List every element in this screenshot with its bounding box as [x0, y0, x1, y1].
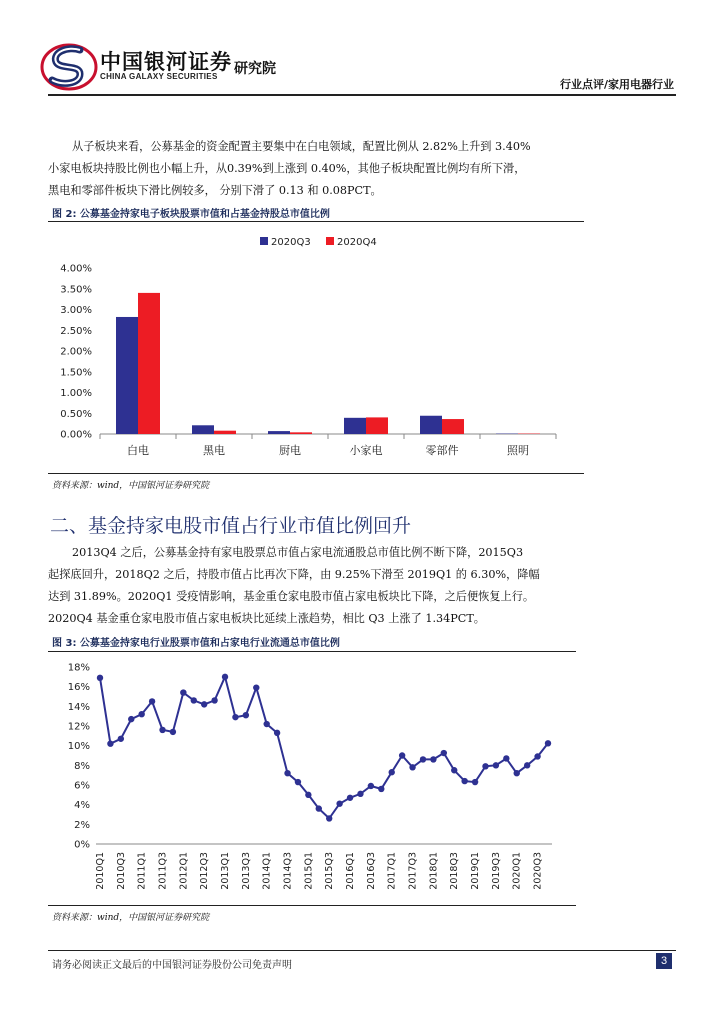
- x-tick-label: 2013Q3: [240, 852, 252, 890]
- data-point: [357, 791, 363, 797]
- x-tick-label: 2015Q1: [303, 852, 315, 890]
- bar: [192, 425, 214, 434]
- bar: [138, 293, 160, 434]
- x-tick-label: 2018Q1: [428, 852, 440, 890]
- x-tick-label: 2016Q3: [365, 852, 377, 890]
- data-point: [347, 795, 353, 801]
- x-tick-label: 2011Q1: [136, 852, 148, 890]
- data-point: [284, 770, 290, 776]
- data-point: [191, 697, 197, 703]
- header-rule: [48, 94, 676, 96]
- logo-english-name: CHINA GALAXY SECURITIES: [100, 72, 218, 81]
- figure-2-top-rule: [48, 221, 584, 222]
- x-tick-label: 2013Q1: [220, 852, 232, 890]
- data-point: [97, 675, 103, 681]
- logo-chinese-name: 中国银河证券: [100, 50, 232, 74]
- footer-disclaimer: 请务必阅读正文最后的中国银河证券股份公司免责声明: [52, 960, 292, 971]
- x-tick-label: 2016Q1: [345, 852, 357, 890]
- y-tick-label: 18%: [67, 662, 90, 674]
- data-point: [420, 756, 426, 762]
- data-point: [159, 727, 165, 733]
- x-tick-label: 照明: [507, 444, 529, 457]
- data-point: [243, 712, 249, 718]
- data-point: [149, 698, 155, 704]
- data-point: [368, 783, 374, 789]
- data-point: [138, 711, 144, 717]
- x-tick-label: 2017Q1: [386, 852, 398, 890]
- y-tick-label: 16%: [67, 682, 90, 694]
- figure-3-top-rule: [48, 651, 576, 652]
- paragraph-2: [48, 542, 678, 630]
- data-point: [482, 763, 488, 769]
- data-point: [118, 736, 124, 742]
- bar: [420, 416, 442, 434]
- page-number: 3: [656, 953, 672, 969]
- data-point: [232, 714, 238, 720]
- data-point: [409, 764, 415, 770]
- data-point: [493, 762, 499, 768]
- y-tick-label: 1.00%: [60, 388, 92, 399]
- y-tick-label: 3.00%: [60, 305, 92, 316]
- legend-label: 2020Q3: [271, 237, 311, 248]
- figure-2-bottom-rule: [48, 473, 584, 474]
- x-tick-label: 白电: [127, 444, 149, 457]
- y-tick-label: 0.50%: [60, 408, 92, 420]
- x-tick-label: 2012Q1: [178, 852, 190, 890]
- line-chart: [48, 653, 576, 905]
- x-tick-label: 2011Q3: [157, 852, 169, 890]
- bar: [366, 417, 388, 434]
- data-point: [545, 740, 551, 746]
- paragraph-2-line: 达到 31.89%。2020Q1 受疫情影响，基金重仓家电股市值占家电板块比下降，之后便恢复上行。: [48, 590, 535, 603]
- data-point: [316, 805, 322, 811]
- data-point: [222, 674, 228, 680]
- paragraph-1-line: 从子板块来看，公募基金的资金配置主要集中在白电领域，配置比例从 2.82%上升到 3.40%: [72, 140, 531, 153]
- x-tick-label: 2020Q1: [511, 852, 523, 890]
- y-tick-label: 2.50%: [60, 325, 92, 337]
- data-point: [274, 730, 280, 736]
- figure-2-title: 图 2: 公募基金持家电子板块股票市值和占基金持股总市值比例: [52, 209, 330, 220]
- x-tick-label: 2010Q3: [115, 852, 127, 890]
- data-point: [389, 769, 395, 775]
- y-tick-label: 2%: [74, 819, 90, 831]
- data-point: [253, 684, 259, 690]
- data-point: [461, 778, 467, 784]
- data-point: [295, 779, 301, 785]
- data-point: [514, 770, 520, 776]
- bar: [268, 431, 290, 434]
- x-tick-label: 2014Q3: [282, 852, 294, 890]
- data-point: [326, 815, 332, 821]
- bar: [442, 419, 464, 434]
- figure-3-bottom-rule: [48, 905, 576, 906]
- paragraph-1-line: 黑电和零部件板块下滑比例较多， 分别下滑了 0.13 和 0.08PCT。: [48, 184, 382, 197]
- section-heading: 二、基金持家电股市值占行业市值比例回升: [50, 515, 412, 537]
- header-category: 行业点评/家用电器行业: [559, 78, 674, 91]
- series-line: [100, 677, 548, 819]
- x-tick-label: 小家电: [349, 444, 383, 457]
- x-tick-label: 2019Q3: [490, 852, 502, 890]
- x-tick-label: 2019Q1: [470, 852, 482, 890]
- data-point: [441, 750, 447, 756]
- data-point: [399, 752, 405, 758]
- y-tick-label: 2.00%: [60, 346, 92, 358]
- x-tick-label: 黑电: [203, 444, 225, 457]
- y-tick-label: 4%: [74, 800, 90, 812]
- x-tick-label: 零部件: [425, 444, 459, 457]
- x-tick-label: 2018Q3: [449, 852, 461, 890]
- data-point: [378, 786, 384, 792]
- figure-3-title: 图 3: 公募基金持家电行业股票市值和占家电行业流通总市值比例: [52, 638, 340, 649]
- bar: [290, 432, 312, 434]
- y-tick-label: 0%: [74, 839, 90, 851]
- data-point: [430, 756, 436, 762]
- data-point: [211, 697, 217, 703]
- x-tick-label: 2010Q1: [95, 852, 106, 890]
- bar-chart: [48, 224, 584, 472]
- y-tick-label: 10%: [67, 741, 90, 753]
- x-tick-label: 2015Q3: [324, 852, 336, 890]
- paragraph-2-line: 2020Q4 基金重仓家电股市值占家电板块比延续上涨趋势，相比 Q3 上涨了 1.34PCT。: [48, 612, 485, 625]
- y-tick-label: 4.00%: [60, 263, 92, 275]
- x-tick-label: 2012Q3: [199, 852, 211, 890]
- x-tick-label: 厨电: [279, 444, 301, 457]
- x-tick-label: 2020Q3: [532, 852, 544, 890]
- y-tick-label: 12%: [67, 721, 90, 733]
- data-point: [107, 741, 113, 747]
- bar: [116, 317, 138, 434]
- data-point: [503, 755, 509, 761]
- data-point: [263, 721, 269, 727]
- data-point: [336, 800, 342, 806]
- data-point: [305, 792, 311, 798]
- legend-label: 2020Q4: [337, 237, 377, 248]
- data-point: [180, 689, 186, 695]
- y-tick-label: 1.50%: [60, 367, 92, 379]
- y-tick-label: 14%: [67, 701, 90, 713]
- figure-3-source: 资料来源：wind，中国银河证券研究院: [52, 913, 210, 923]
- paragraph-1: [48, 136, 678, 202]
- footer-rule: [48, 950, 676, 951]
- x-tick-label: 2014Q1: [261, 852, 273, 890]
- y-tick-label: 0.00%: [60, 429, 92, 441]
- legend-swatch: [326, 237, 334, 245]
- data-point: [451, 767, 457, 773]
- x-tick-label: 2017Q3: [407, 852, 419, 890]
- figure-2-source: 资料来源：wind，中国银河证券研究院: [52, 481, 210, 491]
- paragraph-2-line: 2013Q4 之后，公募基金持有家电股票总市值占家电流通股总市值比例不断下降，2015Q3: [72, 546, 524, 559]
- data-point: [170, 729, 176, 735]
- data-point: [524, 762, 530, 768]
- logo-institute: 研究院: [234, 61, 276, 77]
- data-point: [472, 779, 478, 785]
- paragraph-2-line: 起探底回升，2018Q2 之后，持股市值占比再次下降，由 9.25%下滑至 2019Q1 的 6.30%，降幅: [48, 568, 540, 581]
- y-tick-label: 3.50%: [60, 284, 92, 296]
- data-point: [534, 753, 540, 759]
- y-tick-label: 6%: [74, 780, 90, 792]
- bar: [214, 431, 236, 434]
- legend-swatch: [260, 237, 268, 245]
- paragraph-1-line: 小家电板块持股比例也小幅上升，从0.39%到上涨到 0.40%，其他子板块配置比例均有所下滑，: [48, 162, 526, 175]
- data-point: [128, 716, 134, 722]
- bar: [344, 418, 366, 434]
- data-point: [201, 701, 207, 707]
- galaxy-logo-icon: [40, 40, 98, 92]
- y-tick-label: 8%: [74, 760, 90, 772]
